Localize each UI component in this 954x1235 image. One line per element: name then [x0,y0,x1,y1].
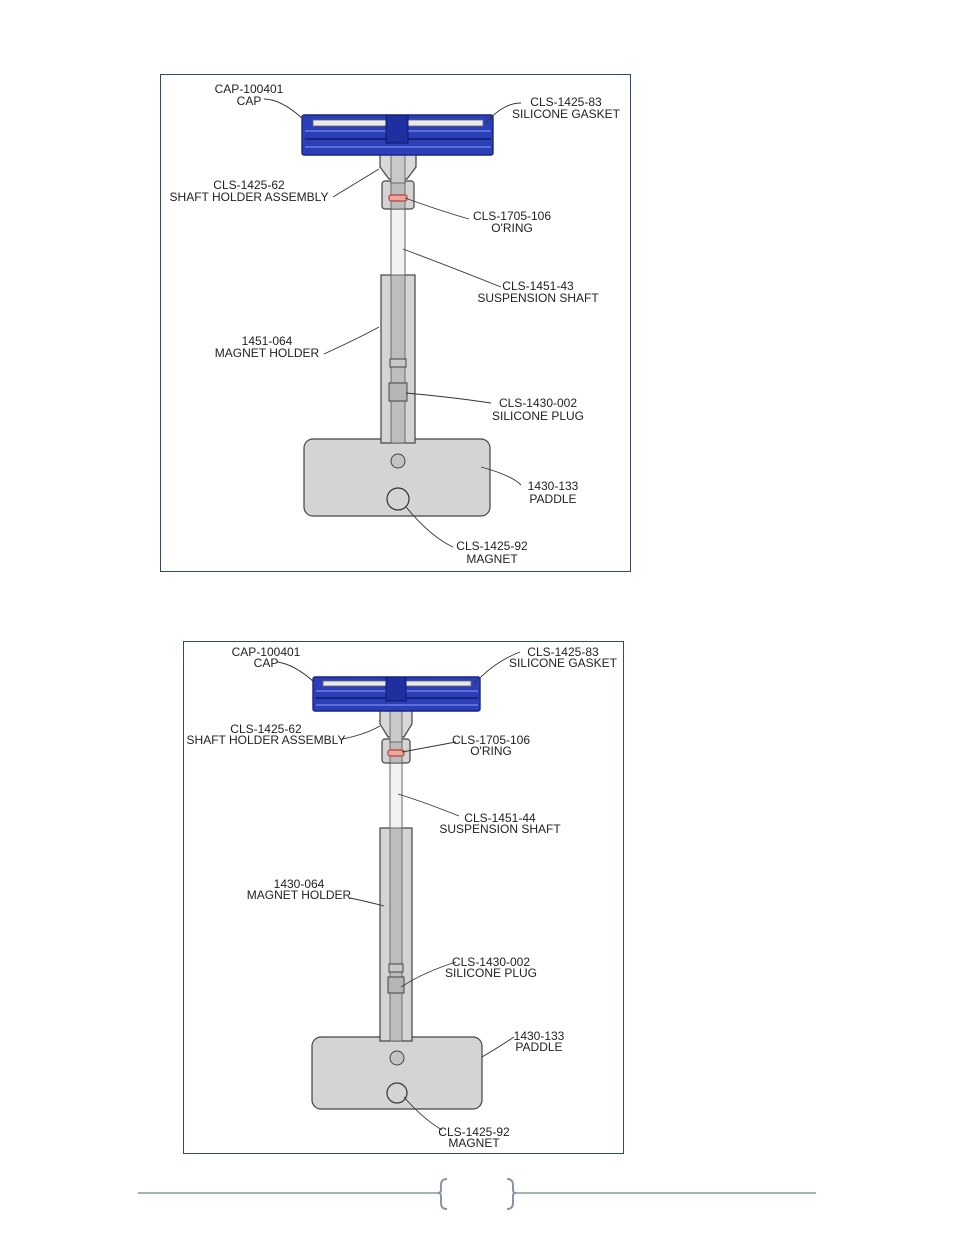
leader-shaft-holder [342,726,380,739]
leader-magnet-holder [350,898,384,906]
leader-oring [405,198,469,219]
page-number-bracket-left [438,1179,447,1209]
label-magnet-holder-part: 1451-064 [241,334,293,348]
label-paddle-part: 1430-133 [527,479,579,493]
label-plug-part: CLS-1430-002 [498,396,578,410]
page-number-bracket-right [507,1179,516,1209]
label-shaft-holder-name: SHAFT HOLDER ASSEMBLY [169,190,329,204]
label-paddle-name: PADDLE [529,492,577,506]
plug-top-shape [390,359,406,367]
label-magnet-part: CLS-1425-92 [456,539,528,553]
page-footer [0,1170,954,1220]
label-cap-part: CAP-100401 [214,82,284,96]
cap-center-boss [386,677,406,701]
label-shaft-holder-part: CLS-1425-62 [213,178,285,192]
suspension-shaft-shape [391,199,405,275]
leader-shaft [398,794,459,816]
magnet-shape [387,1083,407,1103]
magnet-holder-bore [390,828,402,1041]
oring-shape [388,750,404,756]
label-magnet-name: MAGNET [448,1136,500,1150]
assembly-drawing-1 [161,75,632,573]
label-gasket-part: CLS-1425-83 [530,95,602,109]
assembly-diagram-2 [183,641,624,1154]
label-paddle-name: PADDLE [515,1040,563,1054]
cap-center-boss [386,115,408,143]
suspension-shaft-shape [390,760,402,828]
silicone-plug-shape [389,383,407,401]
leader-shaft-holder [333,169,379,197]
leader-cap [264,99,303,119]
label-magnet-holder-name: MAGNET HOLDER [246,888,352,902]
label-paddle-part: 1430-133 [513,1029,565,1043]
label-shaft-part: CLS-1451-44 [464,811,536,825]
label-magnet-name: MAGNET [466,552,518,566]
paddle-hole [390,1051,404,1065]
label-shaft-name: SUSPENSION SHAFT [439,822,561,836]
plug-top-shape [389,964,403,972]
label-plug-name: SILICONE PLUG [444,966,538,980]
oring-shape [389,195,407,201]
silicone-plug-shape [388,977,404,993]
magnet-shape [387,488,409,510]
label-oring-part: CLS-1705-106 [472,209,552,223]
label-shaft-part: CLS-1451-43 [502,279,574,293]
label-gasket-part: CLS-1425-83 [527,645,599,659]
label-plug-part: CLS-1430-002 [451,955,531,969]
label-oring-part: CLS-1705-106 [451,733,531,747]
label-oring-name: O'RING [491,221,533,235]
label-magnet-holder-name: MAGNET HOLDER [214,346,320,360]
leader-paddle [482,1037,514,1057]
label-cap-name: CAP [236,94,262,108]
label-plug-name: SILICONE PLUG [491,409,585,423]
label-cap-name: CAP [253,656,279,670]
paddle-hole [391,454,405,468]
label-oring-name: O'RING [470,744,512,758]
label-magnet-holder-part: 1430-064 [273,877,325,891]
assembly-drawing-2 [184,642,625,1155]
leader-magnet-holder [324,327,379,354]
assembly-diagram-1 [160,74,631,572]
label-shaft-holder-name: SHAFT HOLDER ASSEMBLY [186,733,346,747]
label-gasket-name: SILICONE GASKET [508,656,618,670]
leader-cap [277,662,314,682]
leader-shaft [403,249,501,287]
label-shaft-name: SUSPENSION SHAFT [477,291,599,305]
label-cap-part: CAP-100401 [231,645,301,659]
label-magnet-part: CLS-1425-92 [438,1125,510,1139]
label-shaft-holder-part: CLS-1425-62 [230,722,302,736]
leader-plug [406,393,491,403]
label-gasket-name: SILICONE GASKET [511,107,621,121]
